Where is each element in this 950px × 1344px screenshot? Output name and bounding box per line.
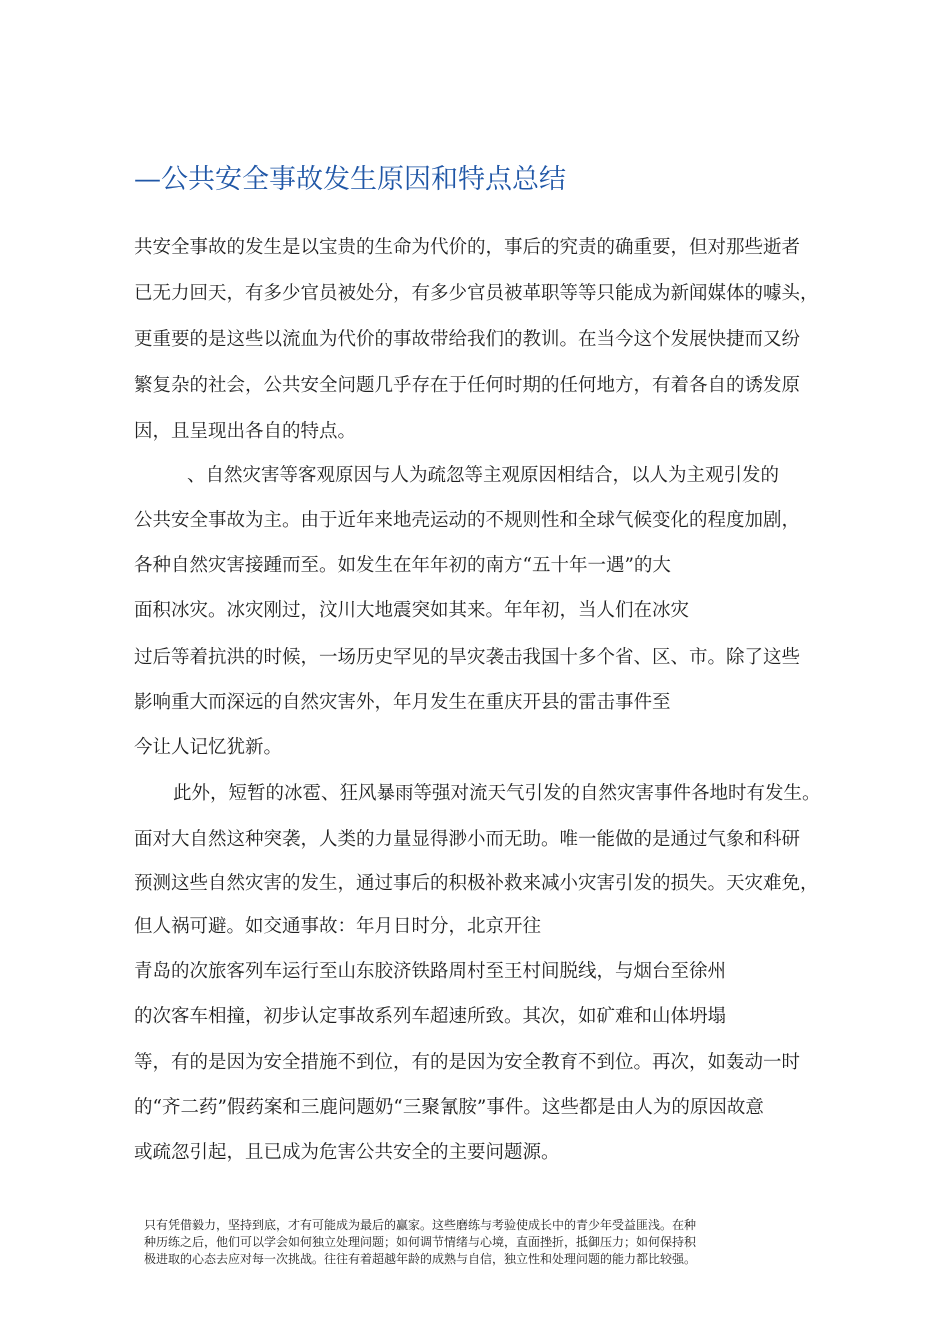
body-line: 、自然灾害等客观原因与人为疏忽等主观原因相结合，以人为主观引发的 xyxy=(187,465,780,486)
body-line: 面积冰灾。冰灾刚过，汶川大地震突如其来。年年初，当人们在冰灾 xyxy=(134,600,690,621)
body-line: 过后等着抗洪的时候，一场历史罕见的旱灾袭击我国十多个省、区、市。除了这些 xyxy=(134,647,801,668)
document-title: —公共安全事故发生原因和特点总结 xyxy=(134,164,566,195)
body-line: 各种自然灾害接踵而至。如发生在年年初的南方“五十年一遇”的大 xyxy=(134,555,671,576)
footer-line: 种历练之后，他们可以学会如何独立处理问题；如何调节情绪与心境，直面挫折，抵御压力；如何保持积 xyxy=(144,1235,697,1249)
body-line: 但人祸可避。如交通事故：年月日时分，北京开往 xyxy=(134,916,542,937)
footer-line: 极进取的心态去应对每一次挑战。往往有着超越年龄的成熟与自信，独立性和处理问题的能力都比较强。 xyxy=(144,1252,697,1266)
body-line: 等，有的是因为安全措施不到位，有的是因为安全教育不到位。再次，如轰动一时 xyxy=(134,1052,801,1073)
body-line: 公共安全事故为主。由于近年来地壳运动的不规则性和全球气候变化的程度加剧， xyxy=(134,510,801,531)
footer-line: 只有凭借毅力，坚持到底，才有可能成为最后的赢家。这些磨练与考验使成长中的青少年受益匪浅。在种 xyxy=(144,1218,697,1232)
body-line: 繁复杂的社会，公共安全问题几乎存在于任何时期的任何地方，有着各自的诱发原 xyxy=(134,375,801,396)
body-line: 已无力回天，有多少官员被处分，有多少官员被革职等等只能成为新闻媒体的噱头， xyxy=(134,283,819,304)
body-line: 更重要的是这些以流血为代价的事故带给我们的教训。在当今这个发展快捷而又纷 xyxy=(134,329,801,350)
body-line: 或疏忽引起，且已成为危害公共安全的主要问题源。 xyxy=(134,1142,560,1163)
body-line: 的“齐二药”假药案和三鹿问题奶“三聚氰胺”事件。这些都是由人为的原因故意 xyxy=(134,1097,764,1118)
body-line: 今让人记忆犹新。 xyxy=(134,737,283,758)
body-line: 影响重大而深远的自然灾害外，年月发生在重庆开县的雷击事件至 xyxy=(134,692,671,713)
body-line: 此外，短暂的冰雹、狂风暴雨等强对流天气引发的自然灾害事件各地时有发生。 xyxy=(173,783,821,804)
body-line: 的次客车相撞，初步认定事故系列车超速所致。其次，如矿难和山体坍塌 xyxy=(134,1006,727,1027)
body-line: 青岛的次旅客列车运行至山东胶济铁路周村至王村间脱线，与烟台至徐州 xyxy=(134,961,727,982)
body-line: 面对大自然这种突袭，人类的力量显得渺小而无助。唯一能做的是通过气象和科研 xyxy=(134,829,801,850)
body-line: 共安全事故的发生是以宝贵的生命为代价的，事后的究责的确重要，但对那些逝者 xyxy=(134,237,801,258)
body-line: 预测这些自然灾害的发生，通过事后的积极补救来减小灾害引发的损失。天灾难免， xyxy=(134,873,819,894)
body-line: 因，且呈现出各自的特点。 xyxy=(134,421,357,442)
